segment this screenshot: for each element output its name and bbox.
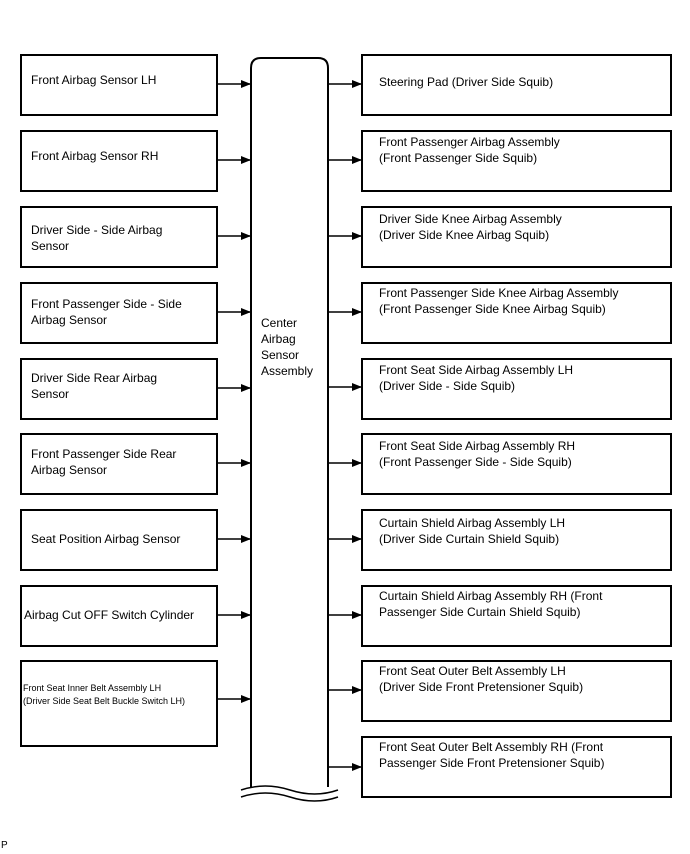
output-box-front-passenger-airbag-assembly	[361, 130, 672, 192]
output-label: Front Seat Side Airbag Assembly RH (Front Passenger Side - Side Squib)	[379, 439, 576, 469]
center-airbag-sensor-label: Center Airbag Sensor Assembly	[261, 316, 314, 378]
input-box-driver-side-side-airbag-sensor	[20, 206, 218, 268]
input-box-driver-side-rear-airbag-sensor	[20, 358, 218, 420]
output-box-curtain-shield-airbag-assembly-rh	[361, 585, 672, 647]
input-box-front-passenger-side-rear-airbag-sensor	[20, 433, 218, 495]
output-box-front-seat-side-airbag-assembly-lh	[361, 358, 672, 420]
input-box-front-airbag-sensor-rh	[20, 130, 218, 192]
input-label: Front Airbag Sensor LH	[31, 73, 157, 87]
input-label: Airbag Cut OFF Switch Cylinder	[24, 608, 195, 622]
output-label: Front Seat Outer Belt Assembly RH (Front Passenger Side Front Pretensioner Squib)	[379, 740, 605, 770]
input-box-seat-position-airbag-sensor	[20, 509, 218, 571]
input-label: Front Airbag Sensor RH	[31, 149, 159, 163]
input-label: Seat Position Airbag Sensor	[31, 532, 181, 546]
input-label: Front Passenger Side Rear Airbag Sensor	[31, 447, 177, 477]
output-box-front-passenger-side-knee-airbag-assembly	[361, 282, 672, 344]
output-label: Curtain Shield Airbag Assembly RH (Front Passenger Side Curtain Shield Squib)	[379, 589, 603, 619]
output-label: Front Passenger Side Knee Airbag Assembly (Front Passenger Side Knee Airbag Squib)	[379, 286, 619, 316]
output-box-steering-pad	[361, 54, 672, 116]
center-bus-break-line-2	[241, 793, 338, 801]
output-box-front-seat-side-airbag-assembly-rh	[361, 433, 672, 495]
input-label: Driver Side Rear Airbag Sensor	[31, 371, 158, 401]
input-label: Front Seat Inner Belt Assembly LH (Driver Side Seat Belt Buckle Switch LH)	[23, 683, 186, 706]
output-label: Curtain Shield Airbag Assembly LH (Driver Side Curtain Shield Squib)	[379, 516, 566, 546]
output-label: Front Seat Outer Belt Assembly LH (Driver Side Front Pretensioner Squib)	[379, 664, 584, 694]
output-label: Front Passenger Airbag Assembly (Front Passenger Side Squib)	[379, 135, 560, 165]
output-label: Front Seat Side Airbag Assembly LH (Driver Side - Side Squib)	[379, 363, 574, 393]
figure-id-mark: P	[1, 840, 8, 851]
output-label: Steering Pad (Driver Side Squib)	[379, 75, 554, 89]
output-label: Driver Side Knee Airbag Assembly (Driver Side Knee Airbag Squib)	[379, 212, 562, 242]
output-box-curtain-shield-airbag-assembly-lh	[361, 509, 672, 571]
center-bus-outline	[251, 58, 328, 787]
input-box-front-seat-inner-belt-assembly-lh	[20, 660, 218, 747]
input-label: Driver Side - Side Airbag Sensor	[31, 223, 163, 253]
input-box-front-passenger-side-side-airbag-sensor	[20, 282, 218, 344]
center-bus-break-line-1	[241, 786, 338, 794]
output-box-front-seat-outer-belt-assembly-rh	[361, 736, 672, 798]
output-box-front-seat-outer-belt-assembly-lh	[361, 660, 672, 722]
input-label: Front Passenger Side - Side Airbag Sensor	[31, 297, 182, 327]
input-box-front-airbag-sensor-lh	[20, 54, 218, 116]
output-box-driver-side-knee-airbag-assembly	[361, 206, 672, 268]
input-box-airbag-cut-off-switch-cylinder	[20, 585, 218, 647]
